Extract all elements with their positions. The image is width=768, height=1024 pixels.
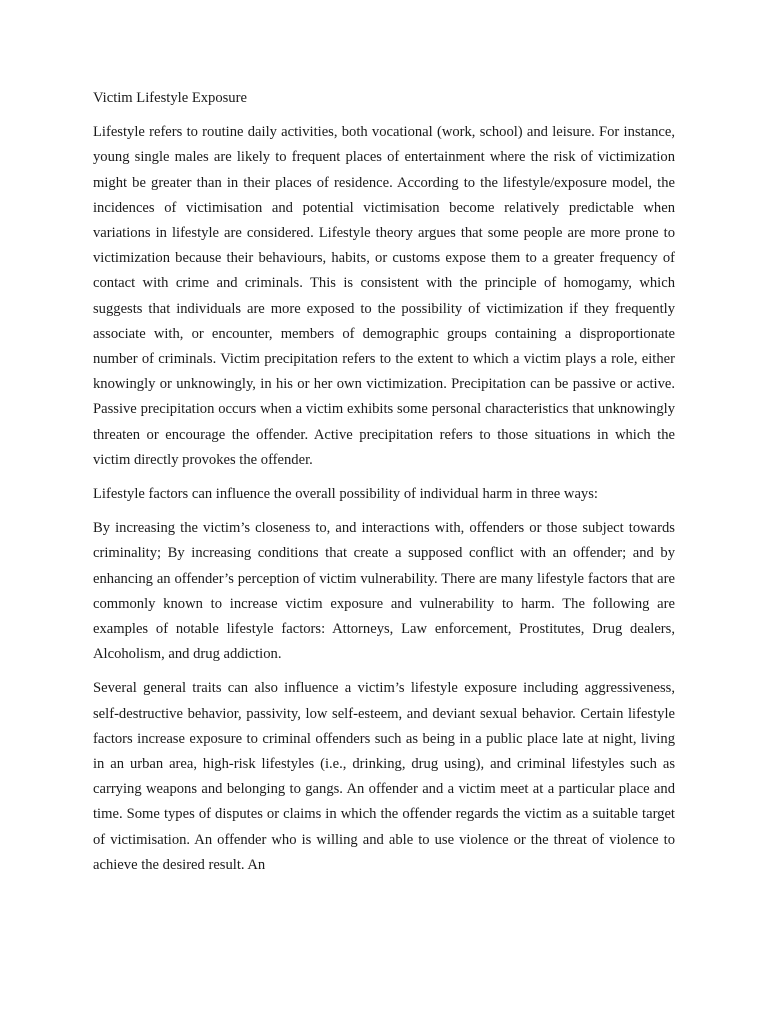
document-title: Victim Lifestyle Exposure [93, 90, 247, 106]
paragraph-three-ways: Lifestyle factors can influence the overall possibility of individual harm in three ways: [93, 486, 598, 503]
paragraph-increasing-closeness: By increasing the victim’s closeness to, and interactions with, offenders or those subject towards criminality; By increasing conditions that create a supposed conflict with an offender; and by enhancing an offender’s perception of victim vulnerability. There are many lifestyle factors that are commonly known to increase victim exposure and vulnerability to harm. The following are examples of notable lifestyle factors: Attorneys, Law enforcement, Prostitutes, Drug dealers, Alcoholism, and drug addiction. [93, 520, 675, 663]
paragraph-general-traits: Several general traits can also influence a victim’s lifestyle exposure including aggressiveness, self-destructive behavior, passivity, low self-esteem, and deviant sexual behavior. Certain lifestyle factors increase exposure to criminal offenders such as being in a public place late at night, living in an urban area, high-risk lifestyles (i.e., drinking, drug using), and criminal lifestyles such as carrying weapons and belonging to gangs. An offender and a victim meet at a particular place and time. Some types of disputes or claims in which the offender regards the victim as a suitable target of victimisation. An offender who is willing and able to use violence or the threat of violence to achieve the desired result. An [93, 680, 675, 873]
document-page [93, 86, 675, 887]
paragraph-lifestyle-definition: Lifestyle refers to routine daily activities, both vocational (work, school) and leisure. For instance, young single males are likely to frequent places of entertainment where the risk of victimization might be greater than in their places of residence. According to the lifestyle/exposure model, the incidences of victimisation and potential victimisation become relatively predictable when variations in lifestyle are considered. Lifestyle theory argues that some people are more prone to victimization because their behaviours, habits, or customs expose them to a greater frequency of contact with crime and criminals. This is consistent with the principle of homogamy, which suggests that individuals are more exposed to the possibility of victimization if they frequently associate with, or encounter, members of demographic groups containing a disproportionate number of criminals. Victim precipitation refers to the extent to which a victim plays a role, either knowingly or unknowingly, in his or her own victimization. Precipitation can be passive or active. Passive precipitation occurs when a victim exhibits some personal characteristics that unknowingly threaten or encourage the offender. Active precipitation refers to those situations in which the victim directly provokes the offender. [93, 124, 675, 468]
